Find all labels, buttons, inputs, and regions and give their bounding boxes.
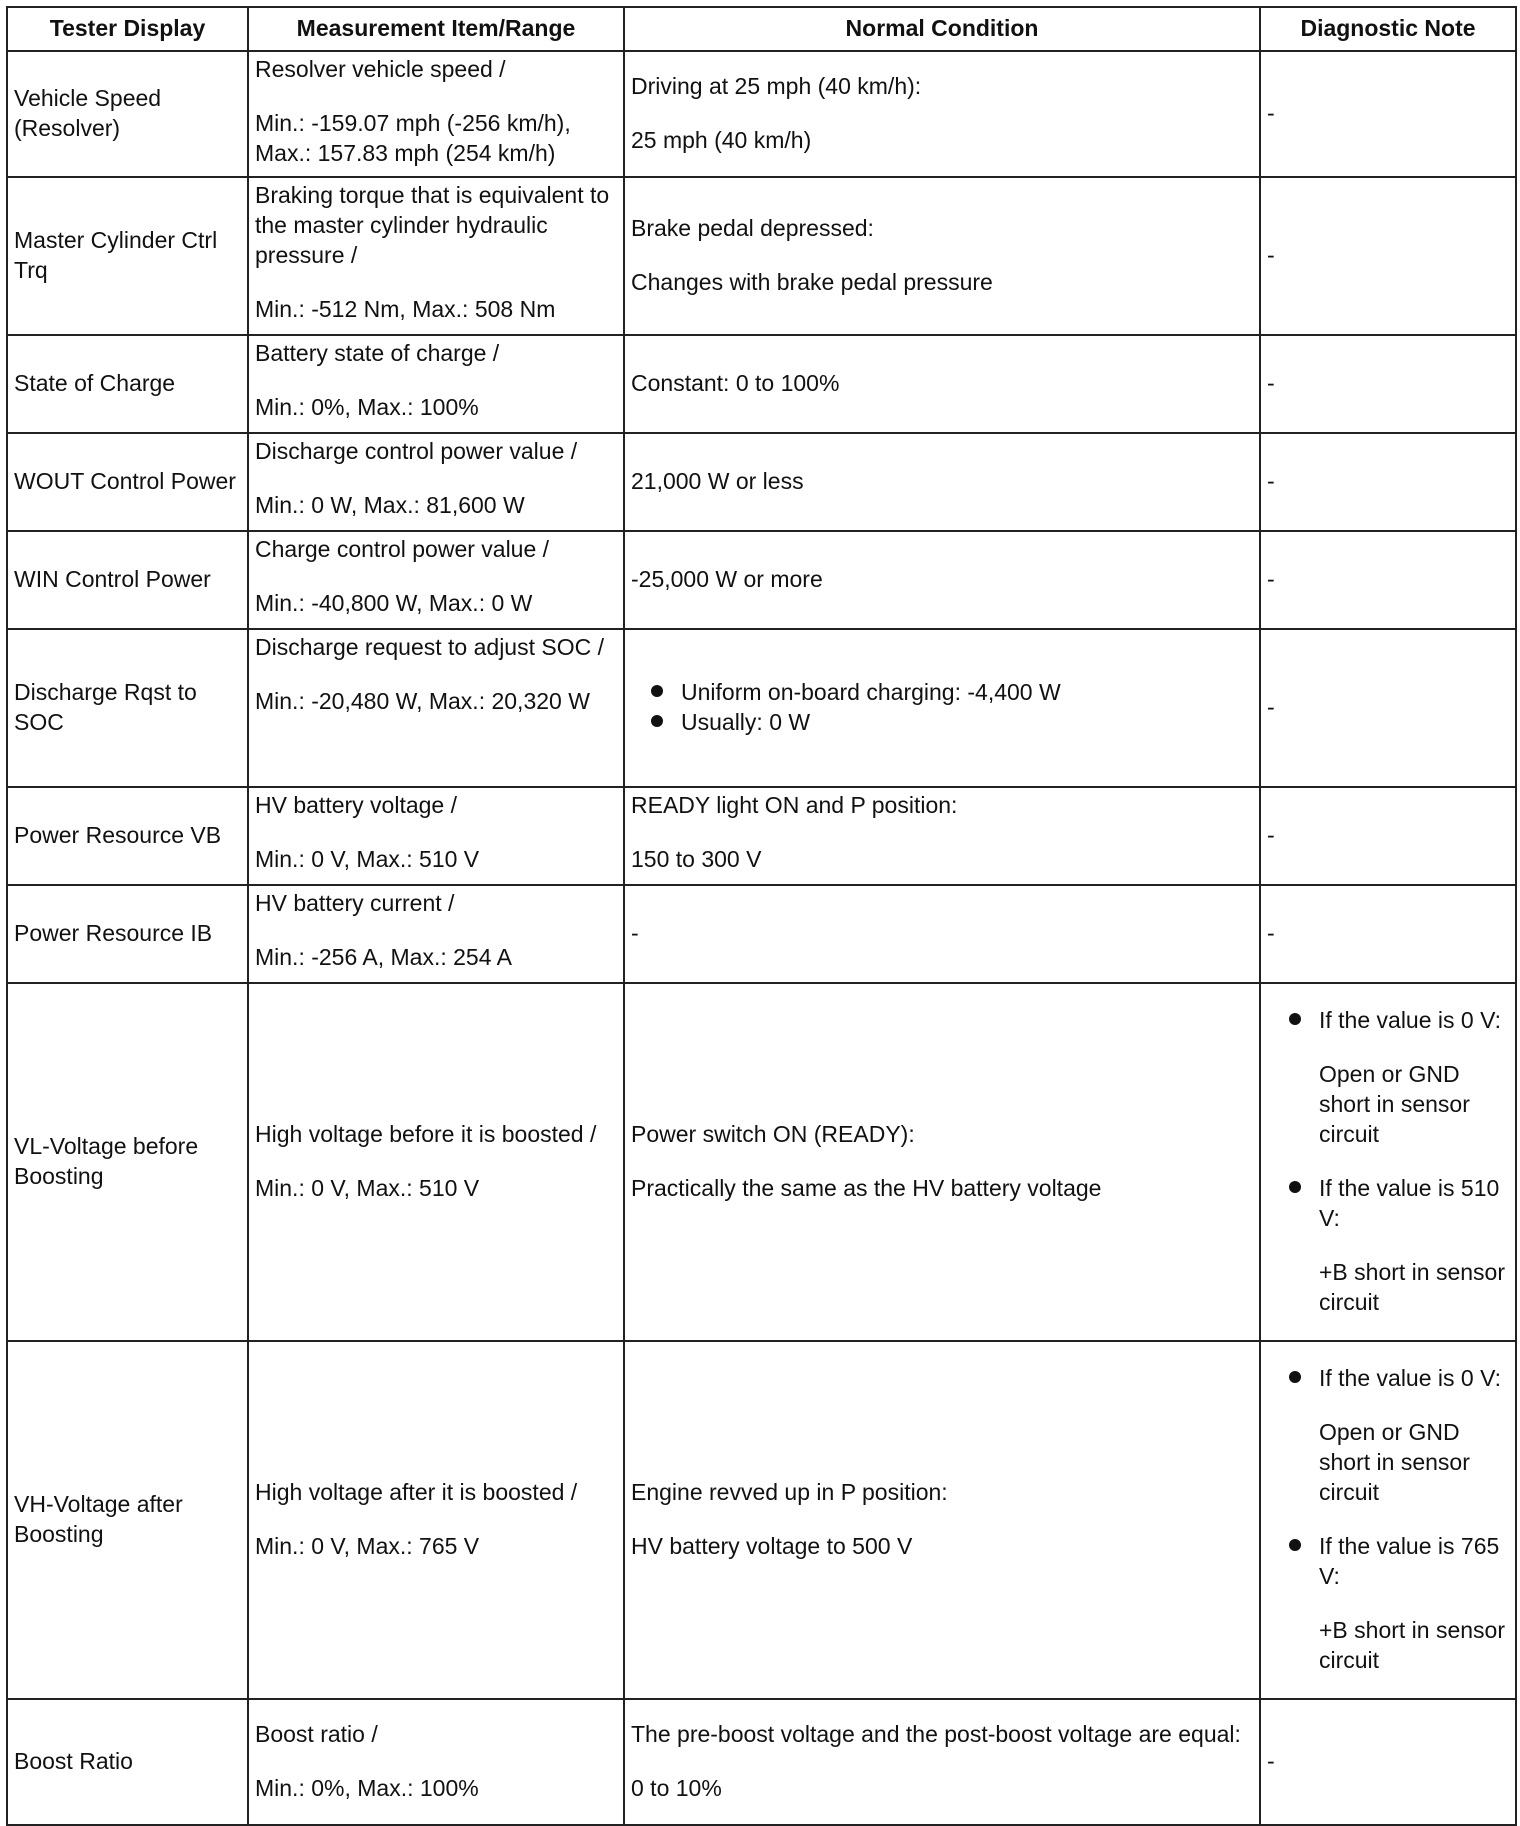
condition-value: 25 mph (40 km/h) bbox=[631, 127, 812, 153]
measurement-cell bbox=[248, 1341, 624, 1699]
diagnostic-bullet-list bbox=[1267, 1363, 1509, 1675]
diagnostic-note-cell: - bbox=[1260, 531, 1516, 629]
condition-cell: -25,000 W or more bbox=[624, 531, 1260, 629]
measurement-item: High voltage before it is boosted / bbox=[255, 1121, 597, 1147]
diagnostic-cause: +B short in sensor circuit bbox=[1319, 1617, 1506, 1673]
table-row bbox=[7, 629, 1516, 787]
measurement-cell bbox=[248, 983, 624, 1341]
diagnostic-note-cell: - bbox=[1260, 629, 1516, 787]
measurement-range: Min.: -20,480 W, Max.: 20,320 W bbox=[255, 688, 590, 714]
list-item bbox=[649, 677, 1253, 707]
measurement-range: Min.: -256 A, Max.: 254 A bbox=[255, 944, 512, 970]
bullet-icon bbox=[1289, 1181, 1301, 1193]
bullet-icon bbox=[1289, 1539, 1301, 1551]
diagnostic-condition: If the value is 0 V: bbox=[1319, 1007, 1501, 1033]
measurement-range: Min.: 0 V, Max.: 765 V bbox=[255, 1533, 480, 1559]
diagnostic-note-cell: - bbox=[1260, 51, 1516, 177]
table-row bbox=[7, 51, 1516, 177]
data-list-table-container bbox=[6, 6, 1517, 1826]
diagnostic-cause: Open or GND short in sensor circuit bbox=[1319, 1061, 1470, 1147]
bullet-icon bbox=[651, 715, 663, 727]
measurement-cell bbox=[248, 335, 624, 433]
table-row bbox=[7, 335, 1516, 433]
diagnostic-note-cell bbox=[1260, 983, 1516, 1341]
measurement-item: Battery state of charge / bbox=[255, 340, 500, 366]
measurement-range: Min.: 0 V, Max.: 510 V bbox=[255, 1175, 480, 1201]
measurement-item: Braking torque that is equivalent to the master cylinder hydraulic pressure / bbox=[255, 182, 610, 268]
condition-cell bbox=[624, 787, 1260, 885]
diagnostic-condition: If the value is 510 V: bbox=[1319, 1175, 1500, 1231]
diagnostic-note-cell bbox=[1260, 1341, 1516, 1699]
condition-value: HV battery voltage to 500 V bbox=[631, 1533, 913, 1559]
table-row bbox=[7, 885, 1516, 983]
measurement-item: Discharge control power value / bbox=[255, 438, 578, 464]
condition-label: Brake pedal depressed: bbox=[631, 215, 874, 241]
measurement-range: Min.: -159.07 mph (-256 km/h), Max.: 157.83 mph (254 km/h) bbox=[255, 110, 571, 166]
table-row bbox=[7, 433, 1516, 531]
condition-label: Driving at 25 mph (40 km/h): bbox=[631, 73, 922, 99]
diagnostic-cause: Open or GND short in sensor circuit bbox=[1319, 1419, 1470, 1505]
list-item bbox=[1287, 1005, 1509, 1149]
table-row bbox=[7, 1699, 1516, 1825]
tester-display-cell: Power Resource IB bbox=[7, 885, 248, 983]
tester-display-cell: Discharge Rqst to SOC bbox=[7, 629, 248, 787]
diagnostic-note-cell: - bbox=[1260, 433, 1516, 531]
condition-bullet-text: Usually: 0 W bbox=[681, 709, 811, 735]
condition-cell bbox=[624, 177, 1260, 335]
measurement-item: High voltage after it is boosted / bbox=[255, 1479, 578, 1505]
measurement-range: Min.: 0 W, Max.: 81,600 W bbox=[255, 492, 525, 518]
condition-value: Changes with brake pedal pressure bbox=[631, 269, 993, 295]
measurement-cell bbox=[248, 177, 624, 335]
tester-display-cell: WOUT Control Power bbox=[7, 433, 248, 531]
measurement-item: Charge control power value / bbox=[255, 536, 550, 562]
list-item bbox=[1287, 1531, 1509, 1675]
condition-bullet-list bbox=[631, 677, 1253, 737]
tester-display-cell: VH-Voltage after Boosting bbox=[7, 1341, 248, 1699]
bullet-icon bbox=[1289, 1013, 1301, 1025]
diagnostic-note-cell: - bbox=[1260, 335, 1516, 433]
diagnostic-note-cell: - bbox=[1260, 1699, 1516, 1825]
tester-display-cell: Power Resource VB bbox=[7, 787, 248, 885]
condition-cell bbox=[624, 1699, 1260, 1825]
condition-label: The pre-boost voltage and the post-boost voltage are equal: bbox=[631, 1721, 1241, 1747]
condition-bullet-text: Uniform on-board charging: -4,400 W bbox=[681, 679, 1061, 705]
measurement-item: Discharge request to adjust SOC / bbox=[255, 634, 604, 660]
condition-cell bbox=[624, 51, 1260, 177]
tester-display-cell: Vehicle Speed (Resolver) bbox=[7, 51, 248, 177]
header-measurement-item: Measurement Item/Range bbox=[248, 7, 624, 51]
measurement-cell bbox=[248, 885, 624, 983]
diagnostic-bullet-list bbox=[1267, 1005, 1509, 1317]
header-normal-condition: Normal Condition bbox=[624, 7, 1260, 51]
condition-cell: - bbox=[624, 885, 1260, 983]
header-diagnostic-note: Diagnostic Note bbox=[1260, 7, 1516, 51]
measurement-item: Boost ratio / bbox=[255, 1721, 378, 1747]
measurement-range: Min.: 0 V, Max.: 510 V bbox=[255, 846, 480, 872]
condition-label: Power switch ON (READY): bbox=[631, 1121, 915, 1147]
measurement-item: HV battery voltage / bbox=[255, 792, 457, 818]
table-row bbox=[7, 1341, 1516, 1699]
measurement-cell bbox=[248, 51, 624, 177]
measurement-range: Min.: -40,800 W, Max.: 0 W bbox=[255, 590, 533, 616]
data-list-table bbox=[6, 6, 1517, 1826]
measurement-range: Min.: -512 Nm, Max.: 508 Nm bbox=[255, 296, 556, 322]
condition-value: 0 to 10% bbox=[631, 1775, 722, 1801]
condition-cell bbox=[624, 629, 1260, 787]
bullet-icon bbox=[1289, 1371, 1301, 1383]
tester-display-cell: State of Charge bbox=[7, 335, 248, 433]
condition-cell bbox=[624, 983, 1260, 1341]
condition-label: Engine revved up in P position: bbox=[631, 1479, 948, 1505]
table-row bbox=[7, 531, 1516, 629]
condition-value: 150 to 300 V bbox=[631, 846, 762, 872]
measurement-range: Min.: 0%, Max.: 100% bbox=[255, 1775, 479, 1801]
diagnostic-note-cell: - bbox=[1260, 787, 1516, 885]
bullet-icon bbox=[651, 685, 663, 697]
table-row bbox=[7, 787, 1516, 885]
condition-cell: 21,000 W or less bbox=[624, 433, 1260, 531]
table-header-row bbox=[7, 7, 1516, 51]
measurement-item: HV battery current / bbox=[255, 890, 455, 916]
condition-label: READY light ON and P position: bbox=[631, 792, 958, 818]
measurement-cell bbox=[248, 433, 624, 531]
measurement-cell bbox=[248, 629, 624, 787]
table-row bbox=[7, 177, 1516, 335]
diagnostic-cause: +B short in sensor circuit bbox=[1319, 1259, 1506, 1315]
condition-cell: Constant: 0 to 100% bbox=[624, 335, 1260, 433]
measurement-item: Resolver vehicle speed / bbox=[255, 56, 506, 82]
table-row bbox=[7, 983, 1516, 1341]
tester-display-cell: WIN Control Power bbox=[7, 531, 248, 629]
tester-display-cell: VL-Voltage before Boosting bbox=[7, 983, 248, 1341]
measurement-cell bbox=[248, 1699, 624, 1825]
diagnostic-note-cell: - bbox=[1260, 177, 1516, 335]
list-item bbox=[649, 707, 1253, 737]
measurement-cell bbox=[248, 787, 624, 885]
tester-display-cell: Boost Ratio bbox=[7, 1699, 248, 1825]
condition-value: Practically the same as the HV battery voltage bbox=[631, 1175, 1102, 1201]
diagnostic-note-cell: - bbox=[1260, 885, 1516, 983]
condition-cell bbox=[624, 1341, 1260, 1699]
diagnostic-condition: If the value is 765 V: bbox=[1319, 1533, 1500, 1589]
tester-display-cell: Master Cylinder Ctrl Trq bbox=[7, 177, 248, 335]
diagnostic-condition: If the value is 0 V: bbox=[1319, 1365, 1501, 1391]
header-tester-display: Tester Display bbox=[7, 7, 248, 51]
measurement-cell bbox=[248, 531, 624, 629]
list-item bbox=[1287, 1173, 1509, 1317]
list-item bbox=[1287, 1363, 1509, 1507]
measurement-range: Min.: 0%, Max.: 100% bbox=[255, 394, 479, 420]
